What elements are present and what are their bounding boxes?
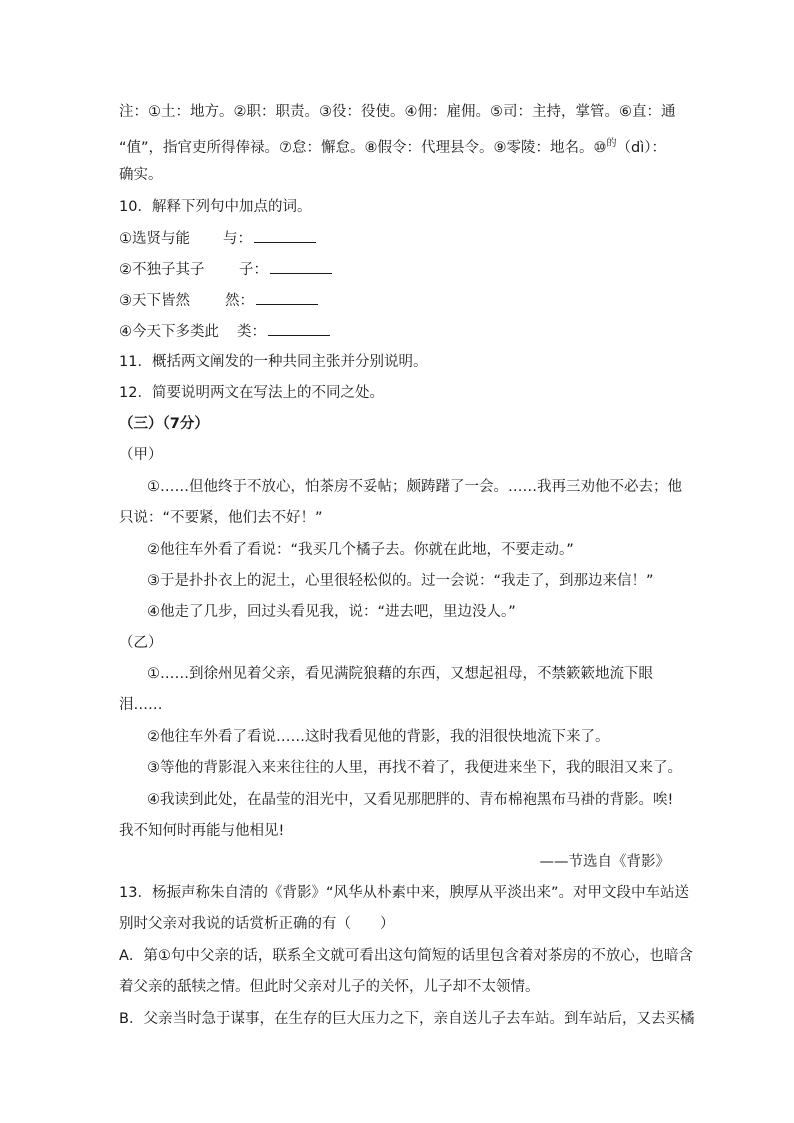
passage-paragraph: ④他走了几步，回过头看见我，说：“进去吧，里边没人。” <box>147 604 516 620</box>
vocab-word: 然： <box>225 293 254 309</box>
vocab-item <box>119 321 330 342</box>
passage-paragraph: ①……但他终于不放心，怕茶房不妥帖；颇踌躇了一会。……我再三劝他不必去；他 <box>147 479 682 495</box>
passage-paragraph: ④我读到此处，在晶莹的泪光中，又看见那肥胖的、青布棉袍黑布马褂的背影。唉! <box>147 792 674 808</box>
passage-label: （甲） <box>119 447 163 463</box>
passage-paragraph: 泪…… <box>119 697 163 713</box>
question-11: 11．概括两文阐发的一种共同主张并分别说明。 <box>119 354 428 370</box>
source-attribution: ——节选自《背影》 <box>539 854 670 870</box>
vocab-word: 类： <box>237 324 266 340</box>
passage-paragraph: ②他往车外看了看说：“我买几个橘子去。你就在此地，不要走动。” <box>147 542 574 558</box>
note-line: 确实。 <box>119 167 163 183</box>
passage-paragraph: ③于是扑扑衣上的泥土，心里很轻松似的。过一会说：“我走了，到那边来信！” <box>147 573 654 589</box>
answer-blank[interactable] <box>270 259 332 274</box>
passage-paragraph: 我不知何时再能与他相见! <box>119 823 285 839</box>
note-text: “值”，指官吏所得俸禄。⑦怠：懈怠。⑧假令：代理县令。⑨零陵：地名。⑩ <box>119 140 607 156</box>
option-b: B．父亲当时急于谋事，在生存的巨大压力之下，亲自送儿子去车站。到车站后，又去买橘 <box>119 1011 695 1027</box>
answer-blank[interactable] <box>256 290 318 305</box>
vocab-sentence: ④今天下多类此 <box>119 324 219 340</box>
section-heading: （三）（7分） <box>119 416 209 432</box>
note-text: （dì）： <box>616 140 667 156</box>
question-stem: 13．杨振声称朱自清的《背影》“风华从朴素中来，腴厚从平淡出来”。对甲文段中车站送 <box>119 885 689 901</box>
question-12: 12．简要说明两文在写法上的不同之处。 <box>119 385 384 401</box>
note-superscript: 的 <box>606 138 617 149</box>
vocab-word: 子： <box>239 262 268 278</box>
answer-blank[interactable] <box>268 321 330 336</box>
passage-label: （乙） <box>119 635 163 651</box>
option-a: 着父亲的舐犊之情。但此时父亲对儿子的关怀，儿子却不太领情。 <box>119 979 540 995</box>
note-line <box>119 134 666 158</box>
vocab-item <box>119 259 332 280</box>
vocab-item <box>119 290 318 311</box>
passage-paragraph: ②他往车外看了看说……这时我看见他的背影，我的泪很快地流下来了。 <box>147 729 610 745</box>
passage-paragraph: ③等他的背影混入来来往往的人里，再找不着了，我便进来坐下，我的眼泪又来了。 <box>147 760 682 776</box>
question-stem: 别时父亲对我说的话赏析正确的有（ ） <box>119 916 395 932</box>
option-a: A．第①句中父亲的话，联系全文就可看出这句简短的话里包含着对茶房的不放心，也暗含 <box>119 948 693 964</box>
answer-blank[interactable] <box>254 228 316 243</box>
passage-paragraph: ①……到徐州见着父亲，看见满院狼藉的东西，又想起祖母，不禁簌簌地流下眼 <box>147 666 653 682</box>
question-stem: 10．解释下列句中加点的词。 <box>119 199 312 215</box>
vocab-sentence: ①选贤与能 <box>119 231 190 247</box>
passage-paragraph: 只说：“不要紧，他们去不好！” <box>119 510 323 526</box>
vocab-word: 与： <box>223 231 252 247</box>
vocab-item <box>119 228 316 249</box>
note-line: 注：①土：地方。②职：职责。③役：役使。④佣：雇佣。⑤司：主持，掌管。⑥直：通 <box>119 104 676 120</box>
vocab-sentence: ③天下皆然 <box>119 293 190 309</box>
vocab-sentence: ②不独子其子 <box>119 262 205 278</box>
